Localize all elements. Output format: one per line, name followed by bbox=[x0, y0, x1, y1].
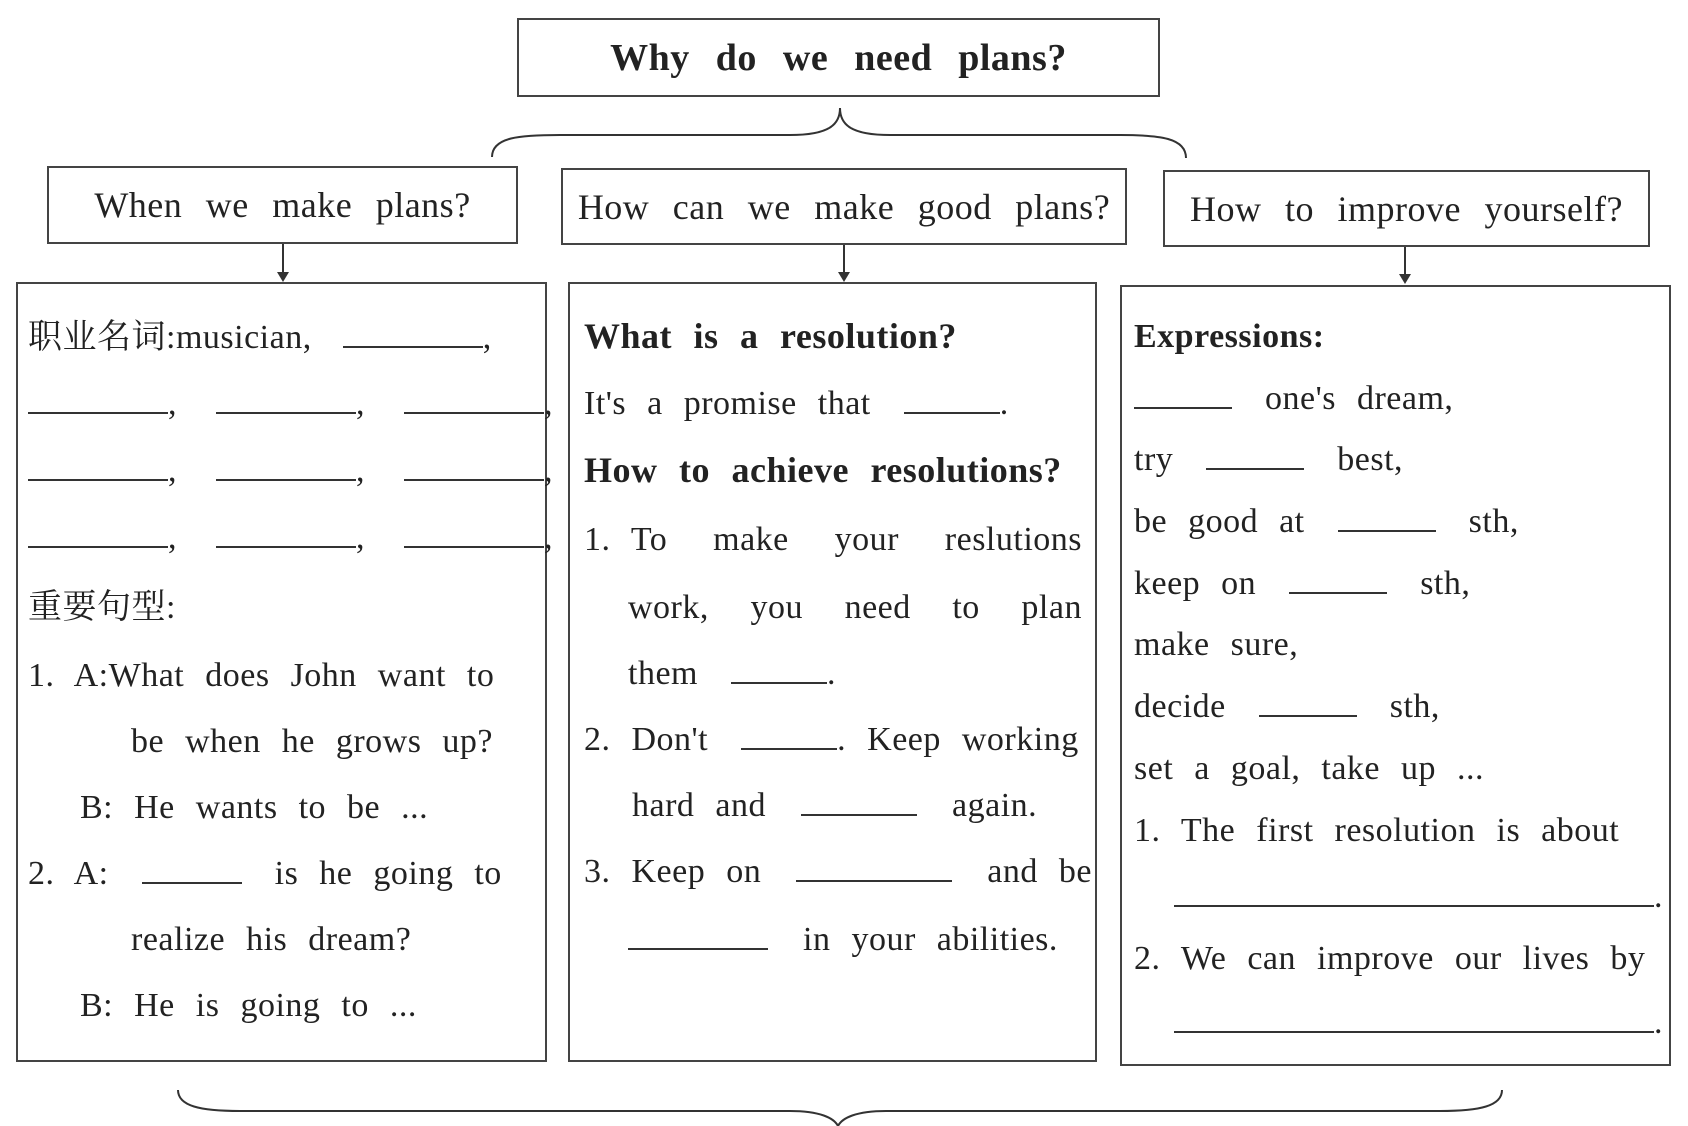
blank bbox=[216, 453, 356, 481]
branch-header-3-label: How to improve yourself? bbox=[1190, 188, 1623, 229]
col2-heading-1: What is a resolution? bbox=[584, 316, 957, 356]
expr-5: make sure, bbox=[1134, 626, 1299, 663]
branch-header-2-label: How can we make good plans? bbox=[577, 186, 1111, 227]
blank bbox=[1259, 689, 1357, 717]
branch-header-1-label: When we make plans? bbox=[94, 185, 471, 225]
expr-2-b: best, bbox=[1337, 441, 1404, 478]
title-box bbox=[517, 18, 1160, 97]
resolution-1-blank: . bbox=[1174, 877, 1663, 917]
resolution-1: 1. The first resolution is about bbox=[1134, 812, 1620, 849]
expr-2-a: try bbox=[1134, 441, 1174, 478]
blank bbox=[801, 788, 917, 816]
s1-word: 1. To bbox=[584, 521, 668, 558]
expr-6 bbox=[1134, 687, 1440, 727]
s1-line-2 bbox=[628, 588, 1082, 628]
col2-box bbox=[568, 282, 1097, 1062]
blank bbox=[343, 320, 483, 348]
jobs-blanks-row-1: , , , bbox=[28, 384, 553, 424]
expr-2 bbox=[1134, 440, 1403, 480]
resolution-2-blank: . bbox=[1174, 1003, 1663, 1043]
blank bbox=[904, 386, 1000, 414]
s3-prefix: 3. Keep on bbox=[584, 853, 762, 890]
q2-a-rest: is he going to bbox=[274, 855, 502, 892]
expr-4-b: sth, bbox=[1420, 565, 1471, 602]
q2-b: B: He is going to ... bbox=[80, 987, 417, 1024]
expr-4-a: keep on bbox=[1134, 565, 1257, 602]
blank bbox=[1174, 879, 1654, 907]
s3-line-2-text: in your abilities. bbox=[803, 921, 1058, 958]
jobs-blanks-row-2: , , , bbox=[28, 451, 553, 491]
blank bbox=[1174, 1005, 1654, 1033]
expr-4 bbox=[1134, 564, 1470, 604]
s1-line-1 bbox=[584, 520, 1082, 560]
s3-line-1 bbox=[584, 852, 1092, 892]
q1-a: 1. A:What does John want to bbox=[28, 657, 495, 694]
s1-word: work, bbox=[628, 589, 709, 626]
expr-1 bbox=[1134, 379, 1453, 419]
s1-word: need bbox=[844, 589, 911, 626]
blank bbox=[142, 856, 242, 884]
jobs-blanks-row-3: , , , bbox=[28, 518, 553, 558]
branch-header-1 bbox=[47, 166, 518, 244]
blank bbox=[28, 453, 168, 481]
col3-box bbox=[1120, 285, 1671, 1066]
bottom-brace bbox=[178, 1090, 1502, 1126]
blank bbox=[796, 854, 952, 882]
s1-word: you bbox=[750, 589, 803, 626]
expr-3 bbox=[1134, 502, 1519, 542]
blank bbox=[28, 520, 168, 548]
s2-line-2-a: hard and bbox=[632, 787, 767, 824]
q1-b: B: He wants to be ... bbox=[80, 789, 429, 826]
blank bbox=[404, 386, 544, 414]
s3-line-2 bbox=[628, 920, 1058, 960]
s2-line-2-b: again. bbox=[952, 787, 1038, 824]
promise-text: It's a promise that bbox=[584, 385, 871, 422]
s1-word: make bbox=[713, 521, 789, 558]
blank bbox=[404, 520, 544, 548]
jobs-line: 职业名词:musician, , bbox=[28, 319, 492, 356]
s1-line-3-text: them bbox=[628, 655, 698, 692]
s1-word: to bbox=[952, 589, 980, 626]
blank bbox=[404, 453, 544, 481]
expr-7: set a goal, take up ... bbox=[1134, 750, 1485, 787]
s2-prefix: 2. Don't bbox=[584, 721, 709, 758]
expr-1-text: one's dream, bbox=[1265, 380, 1454, 417]
expr-6-a: decide bbox=[1134, 688, 1226, 725]
col2-heading-2: How to achieve resolutions? bbox=[584, 450, 1062, 490]
s1-word: reslutions bbox=[944, 521, 1082, 558]
s2-rest: . Keep working bbox=[837, 721, 1079, 758]
blank bbox=[628, 922, 768, 950]
q2-a bbox=[28, 854, 502, 894]
blank bbox=[741, 722, 837, 750]
blank bbox=[1289, 566, 1387, 594]
col1-box bbox=[16, 282, 553, 1062]
resolution-2: 2. We can improve our lives by bbox=[1134, 940, 1646, 977]
top-brace bbox=[492, 108, 1186, 158]
jobs-label: 职业名词:musician, bbox=[28, 319, 312, 356]
blank bbox=[1134, 381, 1232, 409]
q2-a-cont: realize his dream? bbox=[131, 921, 412, 958]
branch-header-2 bbox=[561, 168, 1127, 245]
s3-rest: and be bbox=[987, 853, 1092, 890]
blank bbox=[1338, 504, 1436, 532]
branch-header-3 bbox=[1163, 170, 1650, 247]
blank bbox=[216, 386, 356, 414]
s2-line-1 bbox=[584, 720, 1079, 760]
expr-3-b: sth, bbox=[1468, 503, 1519, 540]
q2-a-prefix: 2. A: bbox=[28, 855, 109, 892]
page-title: Why do we need plans? bbox=[610, 36, 1067, 79]
col3-heading: Expressions: bbox=[1134, 318, 1325, 355]
blank bbox=[731, 656, 827, 684]
blank bbox=[216, 520, 356, 548]
expr-3-a: be good at bbox=[1134, 503, 1305, 540]
blank bbox=[1206, 442, 1304, 470]
blank bbox=[28, 386, 168, 414]
q1-a-cont: be when he grows up? bbox=[131, 723, 494, 760]
expr-6-b: sth, bbox=[1389, 688, 1440, 725]
s1-line-3: them . bbox=[628, 655, 836, 692]
promise-line: It's a promise that . bbox=[584, 385, 1009, 422]
s2-line-2 bbox=[632, 786, 1037, 826]
s1-word: plan bbox=[1021, 589, 1082, 626]
sentences-label: 重要句型: bbox=[28, 589, 176, 626]
s1-word: your bbox=[834, 521, 899, 558]
